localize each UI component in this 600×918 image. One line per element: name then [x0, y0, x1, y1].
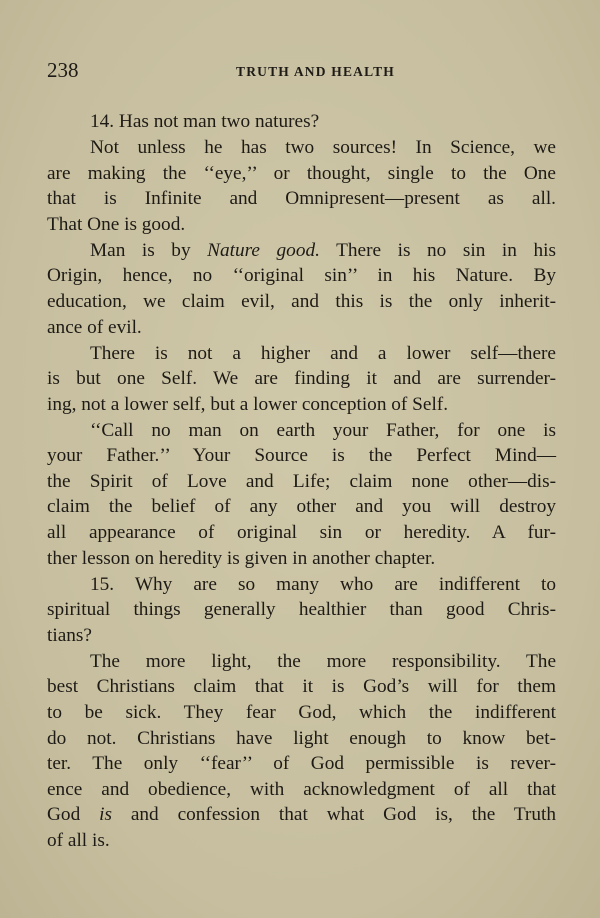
- text-span: ther lesson on heredity is given in another chapter.: [47, 547, 436, 569]
- paragraph: [47, 418, 556, 572]
- text-span: 15. Why are so many who are indifferent to: [90, 573, 556, 595]
- text-span: do not. Christians have light enough to know bet-: [47, 727, 556, 749]
- text-span: education, we claim evil, and this is the only inherit-: [47, 290, 556, 312]
- italic-text: Nature good.: [207, 239, 320, 261]
- text-line: [47, 135, 556, 161]
- text-span: That One is good.: [47, 213, 186, 235]
- page-header: [47, 58, 556, 84]
- text-span: Origin, hence, no ‘‘original sin’’ in his Nature. By: [47, 265, 556, 287]
- text-line: [47, 109, 556, 135]
- text-span: tians?: [47, 624, 92, 646]
- text-line: [47, 649, 556, 675]
- text-line: [47, 161, 556, 187]
- text-line: [47, 263, 556, 289]
- text-line: [47, 341, 556, 367]
- page-body: [47, 109, 556, 854]
- paragraph: [47, 649, 556, 854]
- text-line: [47, 418, 556, 444]
- text-span: ence and obedience, with acknowledgment of all that: [47, 778, 556, 800]
- text-line: [47, 674, 556, 700]
- paragraph: [47, 238, 556, 340]
- text-line: [47, 469, 556, 495]
- text-line: [47, 443, 556, 469]
- text-span: Not unless he has two sources! In Science, we: [90, 136, 556, 158]
- text-line: [47, 238, 556, 264]
- text-line: [47, 289, 556, 315]
- paragraph: [47, 135, 556, 237]
- text-span: to be sick. They fear God, which the indifferent: [47, 702, 556, 723]
- text-span: that is Infinite and Omnipresent—present as all.: [47, 188, 556, 210]
- text-line: [47, 828, 556, 854]
- text-span: ing, not a lower self, but a lower conception of Self.: [47, 393, 449, 415]
- text-line: [47, 186, 556, 212]
- text-line: [47, 572, 556, 598]
- text-span: claim the belief of any other and you will destroy: [47, 496, 556, 518]
- text-line: [47, 212, 556, 238]
- text-span: is but one Self. We are finding it and are surrender-: [47, 368, 556, 390]
- text-line: [47, 315, 556, 341]
- italic-text: is: [99, 804, 112, 826]
- paragraph: [47, 572, 556, 649]
- text-line: [47, 802, 556, 828]
- text-span: 14. Has not man two natures?: [90, 111, 320, 132]
- paragraph: [47, 341, 556, 418]
- text-line: [47, 623, 556, 649]
- text-line: [47, 751, 556, 777]
- text-span: The more light, the more responsibility. The: [90, 650, 556, 672]
- paragraph: [47, 109, 556, 135]
- text-span: all appearance of original sin or heredity. A fur-: [47, 522, 556, 544]
- text-span: Man is by: [90, 239, 208, 261]
- text-span: ‘‘Call no man on earth your Father, for one is: [90, 419, 556, 441]
- text-line: [47, 597, 556, 623]
- text-line: [47, 700, 556, 726]
- text-span: spiritual things generally healthier than good Chris-: [47, 599, 556, 621]
- text-span: There is no sin in his: [319, 239, 556, 261]
- text-span: of all is.: [47, 829, 110, 851]
- text-span: ter. The only ‘‘fear’’ of God permissible is rever-: [47, 753, 556, 775]
- text-line: [47, 392, 556, 418]
- text-line: [47, 726, 556, 752]
- running-title: TRUTH AND HEALTH: [236, 64, 395, 79]
- text-span: There is not a higher and a lower self—there: [90, 342, 556, 364]
- text-line: [47, 366, 556, 392]
- text-line: [47, 546, 556, 572]
- text-span: God: [47, 804, 100, 826]
- text-line: [47, 494, 556, 520]
- text-span: best Christians claim that it is God’s will for them: [47, 676, 556, 698]
- text-span: and confession that what God is, the Truth: [111, 804, 556, 826]
- text-line: [47, 520, 556, 546]
- text-span: your Father.’’ Your Source is the Perfect Mind—: [47, 445, 556, 467]
- text-line: [47, 777, 556, 803]
- page-number: 238: [47, 58, 79, 82]
- text-span: the Spirit of Love and Life; claim none other—dis-: [47, 470, 556, 492]
- text-span: ance of evil.: [47, 316, 142, 338]
- text-span: are making the ‘‘eye,’’ or thought, single to the One: [47, 162, 556, 184]
